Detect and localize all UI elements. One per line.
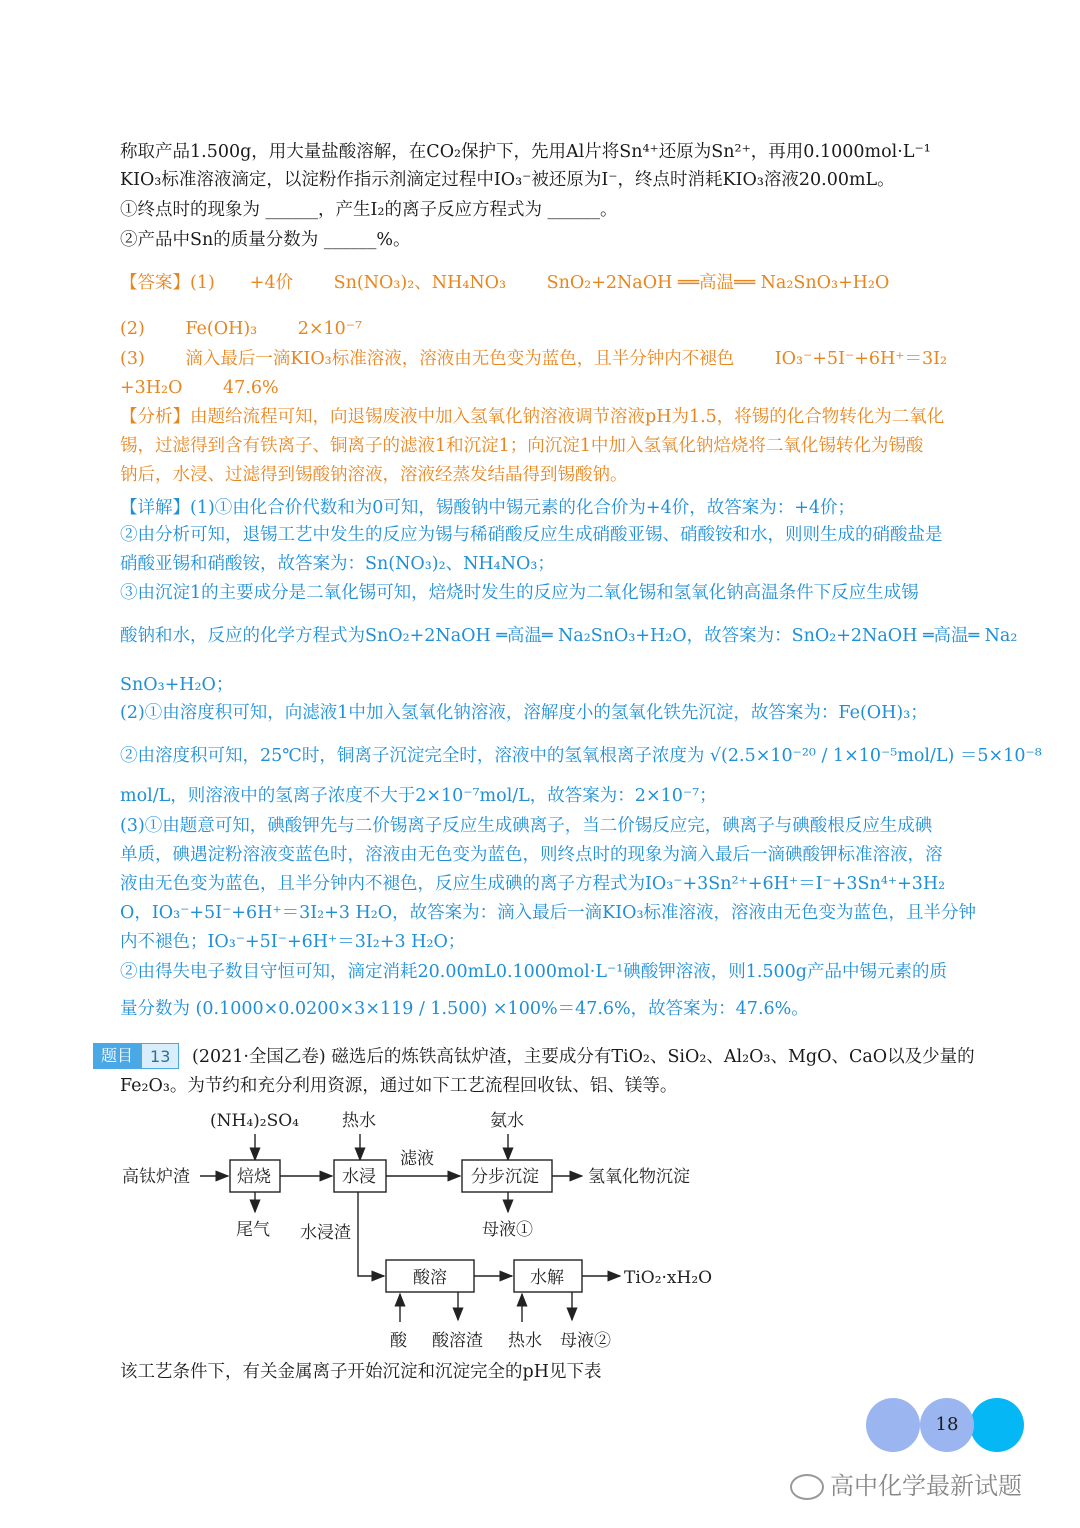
text-line: 【分析】由题给流程可知，向退锡废液中加入氢氧化钠溶液调节溶液pH为1.5，将锡的化合物转化为二氧化 <box>120 407 945 427</box>
text-line: 【答案】(1) +4价 Sn(NO₃)₂、NH₄NO₃ SnO₂+2NaOH ══高温══ Na₂SnO₃+H₂O <box>120 273 890 293</box>
text-line: (2)①由溶度积可知，向滤液1中加入氢氧化钠溶液，溶解度小的氢氧化铁先沉淀，故答案为：Fe(OH)₃； <box>120 703 928 723</box>
text-line: 内不褪色；IO₃⁻+5I⁻+6H⁺＝3I₂+3 H₂O； <box>120 932 466 952</box>
text-line: 锡，过滤得到含有铁离子、铜离子的滤液1和沉淀1；向沉淀1中加入氢氧化钠焙烧将二氧化锡转化为锡酸 <box>120 436 924 456</box>
text-line: 称取产品1.500g，用大量盐酸溶解，在CO₂保护下，先用Al片将Sn⁴⁺还原为Sn²⁺，再用0.1000mol·L⁻¹ <box>120 142 931 162</box>
text-line: SnO₃+H₂O； <box>120 675 234 695</box>
box-roasting-label: 焙烧 <box>237 1167 271 1187</box>
question-tag-label: 题目 <box>93 1043 141 1069</box>
text-line: ③由沉淀1的主要成分是二氧化锡可知，焙烧时发生的反应为二氧化锡和氢氧化钠高温条件下反应生成锡 <box>120 583 919 603</box>
bottom-acid-residue: 酸溶渣 <box>432 1331 483 1351</box>
text-line: (3) 滴入最后一滴KIO₃标准溶液，溶液由无色变为蓝色，且半分钟内不褪色 IO₃⁻+5I⁻+6H⁺＝3I₂ <box>120 349 948 369</box>
text-line: mol/L，则溶液中的氢离子浓度不大于2×10⁻⁷mol/L，故答案为：2×10⁻⁷； <box>120 786 717 806</box>
text-line: 硝酸亚锡和硝酸铵，故答案为：Sn(NO₃)₂、NH₄NO₃； <box>120 554 555 574</box>
text-line: 量分数为 (0.1000×0.0200×3×119 / 1.500) ×100%＝47.6%，故答案为：47.6%。 <box>120 999 809 1019</box>
wechat-icon <box>790 1474 824 1500</box>
box-water-leach-label: 水浸 <box>342 1167 376 1187</box>
out-leach-residue: 水浸渣 <box>300 1223 351 1243</box>
page-badge-circle-right <box>970 1398 1024 1452</box>
page-badge-circle-left <box>866 1398 920 1452</box>
text-line: (2) Fe(OH)₃ 2×10⁻⁷ <box>120 319 363 339</box>
text-line: O，IO₃⁻+5I⁻+6H⁺＝3I₂+3 H₂O，故答案为：滴入最后一滴KIO₃标准溶液，溶液由无色变为蓝色，且半分钟 <box>120 903 976 923</box>
text-line: +3H₂O 47.6% <box>120 378 279 398</box>
box-acid-dissolve-label: 酸溶 <box>413 1268 447 1288</box>
question-line-1: (2021·全国乙卷) 磁选后的炼铁高钛炉渣，主要成分有TiO₂、SiO₂、Al₂O₃、MgO、CaO以及少量的 <box>192 1047 975 1067</box>
input-ammonia: 氨水 <box>490 1111 524 1131</box>
output-tio2: TiO₂·xH₂O <box>624 1268 713 1288</box>
input-reagent-nh4so4: (NH₄)₂SO₄ <box>210 1111 299 1131</box>
bottom-acid: 酸 <box>390 1331 407 1351</box>
edge-filtrate-label: 滤液 <box>400 1149 434 1169</box>
text-line: ②由溶度积可知，25℃时，铜离子沉淀完全时，溶液中的氢氧根离子浓度为 √(2.5×10⁻²⁰ / 1×10⁻⁵mol/L) ＝5×10⁻⁸ <box>120 746 1042 766</box>
text-line: ①终点时的现象为 ______，产生I₂的离子反应方程式为 ______。 <box>120 200 618 220</box>
text-line: KIO₃标准溶液滴定，以淀粉作指示剂滴定过程中IO₃⁻被还原为I⁻，终点时消耗KIO₃溶液20.00mL。 <box>120 170 895 190</box>
bottom-hot-water: 热水 <box>508 1331 542 1351</box>
question-tag-number: 13 <box>141 1043 179 1069</box>
box-stepwise-precip-label: 分步沉淀 <box>471 1167 539 1187</box>
watermark-text: 高中化学最新试题 <box>830 1472 1022 1500</box>
page-number: 18 <box>935 1414 959 1435</box>
box-hydrolysis-label: 水解 <box>530 1268 564 1288</box>
watermark <box>790 1466 1022 1501</box>
output-hydroxide: 氢氧化物沉淀 <box>588 1167 690 1187</box>
after-flow-text: 该工艺条件下，有关金属离子开始沉淀和沉淀完全的pH见下表 <box>120 1362 602 1382</box>
input-hot-water-1: 热水 <box>342 1111 376 1131</box>
process-flow-diagram <box>110 1100 750 1355</box>
out-mother-liquor-1: 母液① <box>482 1220 533 1240</box>
bottom-mother-liquor-2: 母液② <box>560 1331 611 1351</box>
text-line: 【详解】(1)①由化合价代数和为0可知，锡酸钠中锡元素的化合价为+4价，故答案为：+4价； <box>120 498 856 518</box>
text-line: 钠后，水浸、过滤得到锡酸钠溶液，溶液经蒸发结晶得到锡酸钠。 <box>120 465 628 485</box>
text-line: ②产品中Sn的质量分数为 ______%。 <box>120 230 411 250</box>
text-line: 酸钠和水，反应的化学方程式为SnO₂+2NaOH ═高温═ Na₂SnO₃+H₂O，故答案为：SnO₂+2NaOH ═高温═ Na₂ <box>120 626 1018 646</box>
out-tail-gas: 尾气 <box>236 1220 270 1240</box>
start-material: 高钛炉渣 <box>122 1167 190 1187</box>
text-line: ②由得失电子数目守恒可知，滴定消耗20.00mL0.1000mol·L⁻¹碘酸钾溶液，则1.500g产品中锡元素的质 <box>120 962 948 982</box>
text-line: 液由无色变为蓝色，且半分钟内不褪色，反应生成碘的离子方程式为IO₃⁻+3Sn²⁺+6H⁺＝I⁻+3Sn⁴⁺+3H₂ <box>120 874 946 894</box>
question-line-2: Fe₂O₃。为节约和充分利用资源，通过如下工艺流程回收钛、铝、镁等。 <box>120 1076 678 1096</box>
question-tag <box>93 1043 179 1069</box>
text-line: ②由分析可知，退锡工艺中发生的反应为锡与稀硝酸反应生成硝酸亚锡、硝酸铵和水，则则生成的硝酸盐是 <box>120 525 943 545</box>
text-line: 单质，碘遇淀粉溶液变蓝色时，溶液由无色变为蓝色，则终点时的现象为滴入最后一滴碘酸钾标准溶液，溶 <box>120 845 943 865</box>
text-line: (3)①由题意可知，碘酸钾先与二价锡离子反应生成碘离子，当二价锡反应完，碘离子与碘酸根反应生成碘 <box>120 816 933 836</box>
